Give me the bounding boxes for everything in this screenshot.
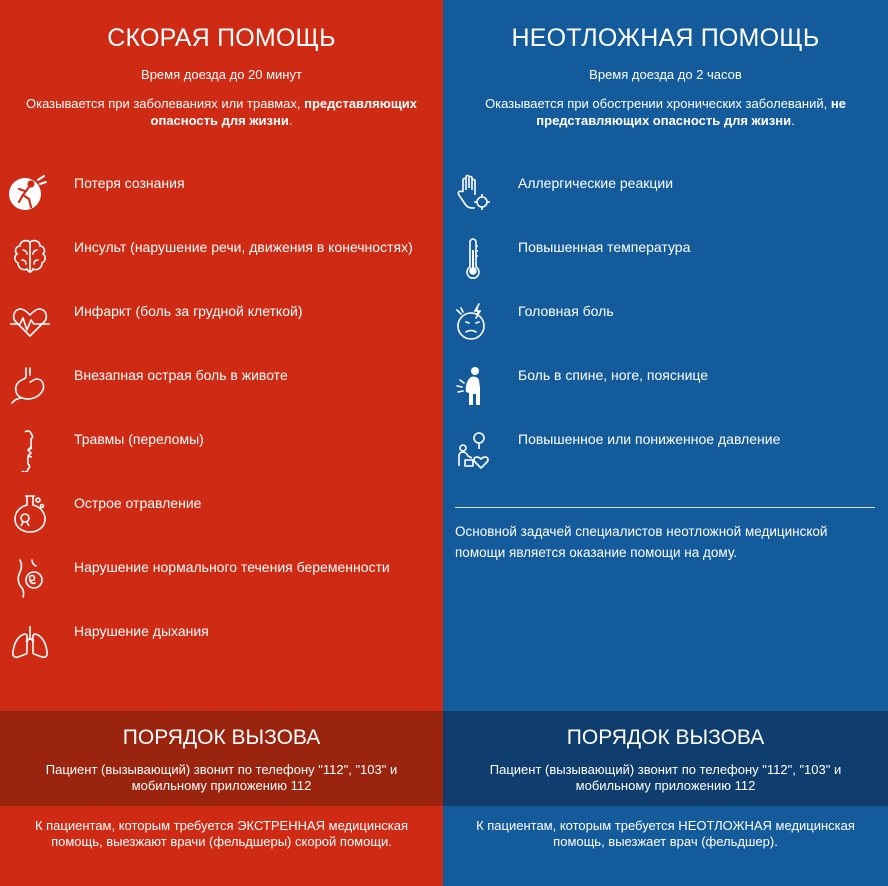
blood-pressure-icon xyxy=(451,428,495,472)
urgent-call-text: Пациент (вызывающий) звонит по телефону "112", "103" и мобильному приложению 112 xyxy=(489,762,842,793)
emergency-item-breathing xyxy=(8,620,438,664)
urgent-item-label: Повышенное или пониженное давление xyxy=(518,431,781,447)
urgent-item-back-pain xyxy=(451,364,881,408)
stomach-icon xyxy=(8,364,52,408)
emergency-item-label: Нарушение дыхания xyxy=(74,623,209,639)
emergency-time: Время доезда до 20 минут xyxy=(141,67,302,82)
urgent-call-band xyxy=(443,711,888,806)
urgent-time: Время доезда до 2 часов xyxy=(589,67,742,82)
urgent-description: Оказывается при обострении хронических заболеваний, не представляющих опасность для жизни. xyxy=(485,96,846,128)
divider xyxy=(455,507,875,508)
back-pain-icon xyxy=(451,364,495,408)
fainting-person-icon xyxy=(8,172,52,216)
emergency-item-fainting xyxy=(8,172,438,216)
emergency-call-title: ПОРЯДОК ВЫЗОВА xyxy=(122,726,321,749)
emergency-title: СКОРАЯ ПОМОЩЬ xyxy=(107,24,336,52)
broken-bone-icon xyxy=(8,428,52,472)
emergency-item-label: Нарушение нормального течения беременности xyxy=(74,559,390,575)
urgent-note: Основной задачей специалистов неотложной медицинской помощи является оказание помощи на дому. xyxy=(455,524,828,560)
emergency-item-heart-attack xyxy=(8,300,438,344)
emergency-item-stroke xyxy=(8,236,438,280)
emergency-bottom-text: К пациентам, которым требуется ЭКСТРЕННАЯ медицинская помощь, выезжают врачи (фельдшеры) скорой помощи. xyxy=(34,818,409,849)
emergency-description: Оказывается при заболеваниях или травмах, представляющих опасность для жизни. xyxy=(25,96,418,128)
emergency-item-label: Потеря сознания xyxy=(74,175,185,191)
headache-icon xyxy=(451,300,495,344)
emergency-call-text: Пациент (вызывающий) звонит по телефону "112", "103" и мобильному приложению 112 xyxy=(45,762,398,793)
pregnancy-icon xyxy=(8,556,52,600)
heart-pulse-icon xyxy=(8,300,52,344)
emergency-item-pregnancy xyxy=(8,556,438,600)
urgent-bottom-text: К пациентам, которым требуется НЕОТЛОЖНАЯ медицинская помощь, выезжает врач (фельдшер). xyxy=(476,818,855,849)
emergency-item-label: Внезапная острая боль в животе xyxy=(74,367,288,383)
emergency-item-poisoning xyxy=(8,492,438,536)
urgent-item-label: Головная боль xyxy=(518,303,614,319)
urgent-item-headache xyxy=(451,300,881,344)
brain-icon xyxy=(8,236,52,280)
urgent-column xyxy=(443,0,888,886)
emergency-item-label: Инфаркт (боль за грудной клеткой) xyxy=(74,303,303,319)
allergy-hand-icon xyxy=(451,172,495,216)
emergency-column xyxy=(0,0,443,886)
emergency-item-label: Острое отравление xyxy=(74,495,202,511)
emergency-call-band xyxy=(0,711,443,806)
urgent-item-temperature xyxy=(451,236,881,280)
urgent-item-allergy xyxy=(451,172,881,216)
urgent-item-label: Боль в спине, ноге, пояснице xyxy=(518,367,709,383)
urgent-item-label: Повышенная температура xyxy=(518,239,691,255)
poison-flask-icon xyxy=(8,492,52,536)
lungs-icon xyxy=(8,620,52,664)
emergency-item-stomach xyxy=(8,364,438,408)
urgent-call-title: ПОРЯДОК ВЫЗОВА xyxy=(566,726,765,749)
urgent-item-pressure xyxy=(451,428,881,472)
emergency-item-trauma xyxy=(8,428,438,472)
urgent-title: НЕОТЛОЖНАЯ ПОМОЩЬ xyxy=(511,24,820,52)
urgent-item-label: Аллергические реакции xyxy=(518,175,674,191)
emergency-item-label: Травмы (переломы) xyxy=(74,431,204,447)
thermometer-icon xyxy=(451,236,495,280)
emergency-item-label: Инсульт (нарушение речи, движения в конечностях) xyxy=(74,239,413,255)
